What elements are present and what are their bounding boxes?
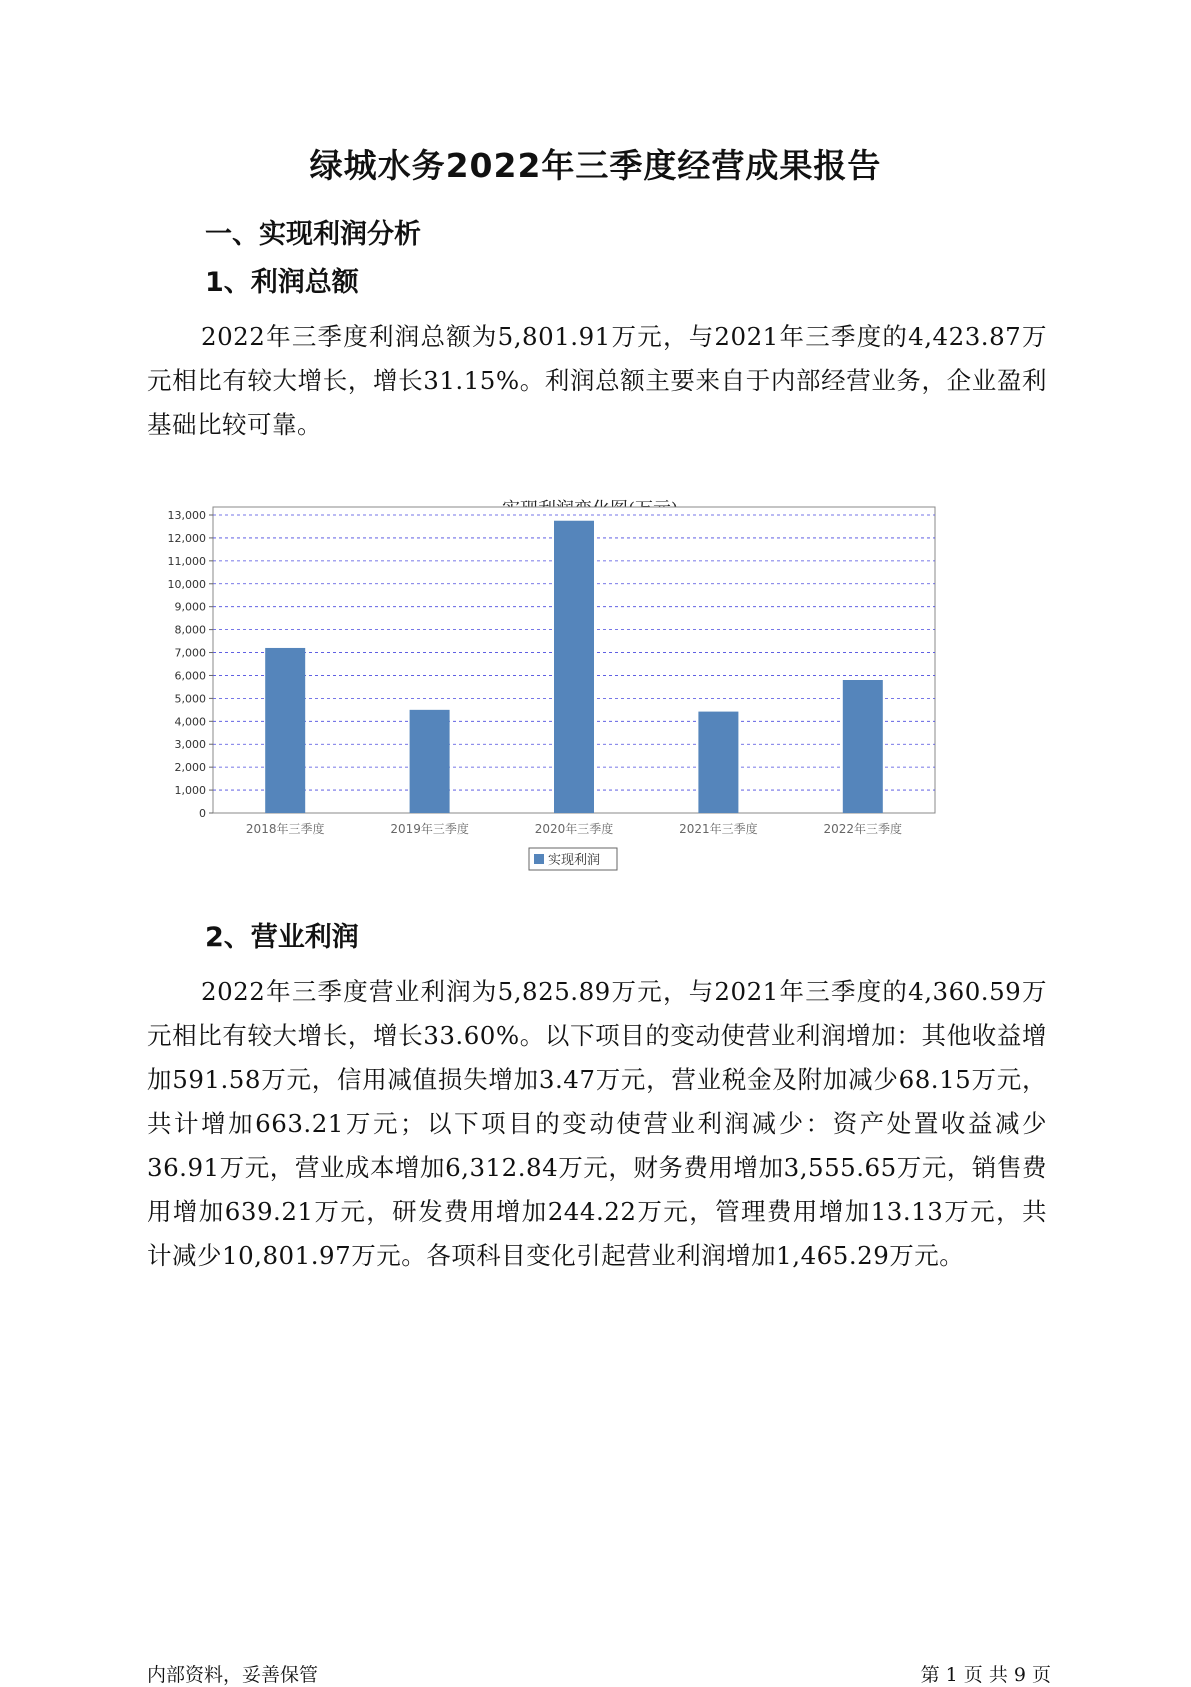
y-tick-label: 12,000 — [167, 531, 206, 545]
x-tick-label: 2021年三季度 — [679, 822, 758, 836]
legend-label: 实现利润 — [548, 853, 601, 868]
legend-swatch — [534, 854, 544, 864]
footer-confidential-note: 内部资料，妥善保管 — [147, 1664, 319, 1686]
x-tick-label: 2018年三季度 — [245, 822, 325, 836]
y-tick-label: 1,000 — [174, 784, 206, 798]
x-tick-label: 2019年三季度 — [390, 822, 469, 836]
subsection-heading-profit-total: 1、利润总额 — [205, 267, 359, 298]
y-tick-label: 7,000 — [174, 646, 206, 660]
paragraph-profit-total: 2022年三季度利润总额为5,801.91万元，与2021年三季度的4,423.87万元相比有较大增长，增长31.15%。利润总额主要来自于内部经营业务，企业盈利基础比较可靠。 — [147, 322, 1047, 439]
bar-4 — [698, 712, 738, 813]
y-tick-label: 0 — [199, 807, 206, 820]
y-tick-label: 6,000 — [174, 669, 206, 683]
bar-2 — [410, 710, 450, 813]
y-tick-label: 5,000 — [174, 692, 206, 706]
subsection-heading-operating-profit: 2、营业利润 — [205, 922, 359, 953]
y-tick-label: 10,000 — [167, 577, 206, 591]
page-title: 绿城水务2022年三季度经营成果报告 — [309, 146, 882, 185]
y-tick-label: 4,000 — [174, 715, 206, 729]
bar-1 — [265, 648, 305, 813]
x-tick-label: 2020年三季度 — [534, 822, 614, 836]
paragraph-operating-profit: 2022年三季度营业利润为5,825.89万元，与2021年三季度的4,360.59万元相比有较大增长，增长33.60%。以下项目的变动使营业利润增加：其他收益增加591.58万元，信用减值损失增加3.47万元，营业税金及附加减少68.15万元，共计增加663.21万元；以下项目的变动使营业利润减少：资产处置收益减少36.91万元，营业成本增加6,312.84万元，财务费用增加3,555.65万元，销售费用增加639.21万元，研发费用增加244.22万元，管理费用增加13.13万元，共计减少10,801.97万元。各项科目变化引起营业利润增加1,465.29万元。 — [147, 977, 1047, 1270]
y-tick-label: 3,000 — [174, 738, 206, 752]
bar-3 — [554, 521, 594, 813]
y-tick-label: 13,000 — [167, 509, 206, 522]
y-tick-label: 8,000 — [174, 623, 206, 637]
y-tick-label: 9,000 — [174, 600, 206, 614]
bar-5 — [843, 680, 883, 813]
profit-chart — [150, 495, 1030, 955]
bar-chart-svg — [150, 495, 1030, 955]
x-tick-label: 2022年三季度 — [823, 822, 903, 836]
section-heading: 一、实现利润分析 — [205, 219, 421, 250]
y-tick-label: 2,000 — [174, 761, 206, 775]
y-tick-label: 11,000 — [167, 554, 206, 568]
footer-page-number: 第 1 页 共 9 页 — [920, 1664, 1051, 1686]
